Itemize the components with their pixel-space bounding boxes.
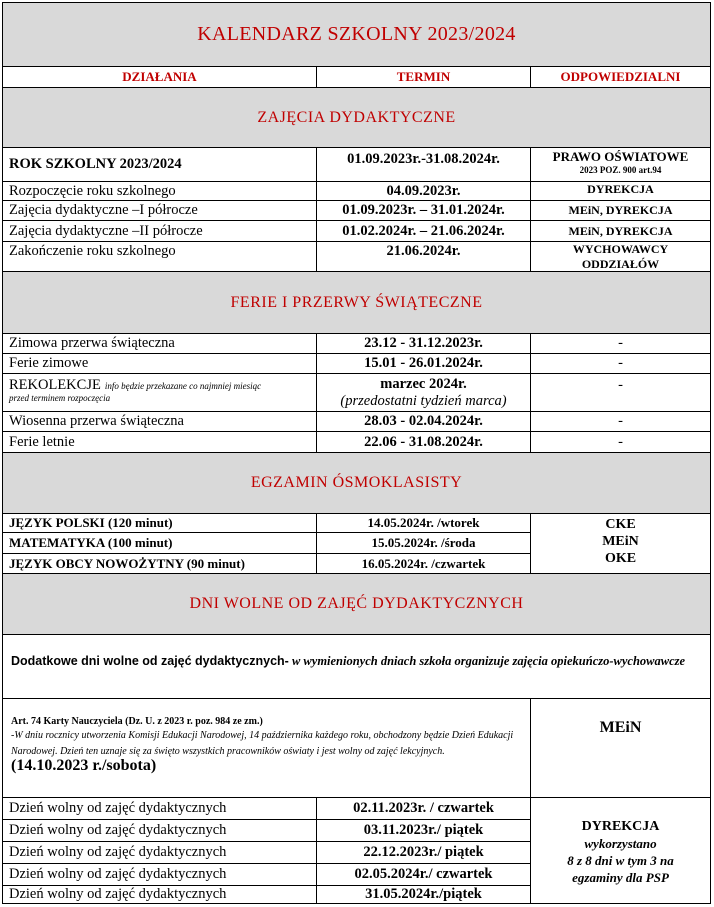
row-label: ROK SZKOLNY 2023/2024 bbox=[3, 148, 317, 182]
row-label: Dzień wolny od zajęć dydaktycznych bbox=[3, 798, 317, 820]
resp-main: PRAWO OŚWIATOWE bbox=[552, 149, 689, 164]
row-term: 22.12.2023r./ piątek bbox=[317, 842, 531, 864]
row-label-note2: przed terminem rozpoczęcia bbox=[9, 393, 111, 403]
row-label: Zajęcia dydaktyczne –I półrocze bbox=[3, 201, 317, 221]
art74-resp: MEiN bbox=[531, 699, 710, 798]
note-bold: Dodatkowe dni wolne od zajęć dydaktycznych- bbox=[11, 654, 289, 668]
row-label: Rozpoczęcie roku szkolnego bbox=[3, 182, 317, 201]
resp-line: wykorzystano bbox=[584, 836, 657, 851]
dni-wolne-note bbox=[3, 635, 710, 699]
row-term: 28.03 - 02.04.2024r. bbox=[317, 412, 531, 432]
row-label-rekolekcje bbox=[3, 374, 317, 412]
dni-wolne-resp bbox=[531, 798, 710, 903]
art74-text: -W dniu rocznicy utworzenia Komisji Edukacji Narodowej, 14 października każdego roku, obchodzony będzie Dzień Edukacji Narodowej. Dzień ten uznaje się za święto wszystkich pracowników oświaty i jest wolny od zajęć lekcyjnych. bbox=[11, 730, 514, 757]
resp-sub: ODDZIAŁÓW bbox=[581, 257, 660, 271]
row-label: Dzień wolny od zajęć dydaktycznych bbox=[3, 886, 317, 903]
row-resp: MEiN, DYREKCJA bbox=[531, 201, 710, 221]
row-term: 15.05.2024r. /środa bbox=[317, 533, 531, 554]
resp-oke: OKE bbox=[604, 551, 637, 566]
row-label: Ferie letnie bbox=[3, 432, 317, 453]
row-term: 03.11.2023r./ piątek bbox=[317, 820, 531, 842]
resp-mein: MEiN bbox=[602, 534, 639, 549]
resp-line: 8 z 8 dni w tym 3 na bbox=[567, 853, 674, 868]
row-label: Zakończenie roku szkolnego bbox=[3, 242, 317, 272]
page-title: KALENDARZ SZKOLNY 2023/2024 bbox=[3, 3, 710, 67]
row-resp: - bbox=[531, 374, 710, 412]
section-title-dni-wolne: DNI WOLNE OD ZAJĘĆ DYDAKTYCZNYCH bbox=[3, 574, 710, 635]
row-label: Zajęcia dydaktyczne –II półrocze bbox=[3, 221, 317, 242]
row-label: MATEMATYKA (100 minut) bbox=[3, 533, 317, 554]
row-label: Dzień wolny od zajęć dydaktycznych bbox=[3, 842, 317, 864]
resp-cke: CKE bbox=[605, 517, 636, 532]
row-resp: - bbox=[531, 334, 710, 354]
row-term: 02.05.2024r./ czwartek bbox=[317, 864, 531, 886]
row-resp: - bbox=[531, 412, 710, 432]
row-resp: - bbox=[531, 354, 710, 374]
row-term: 23.12 - 31.12.2023r. bbox=[317, 334, 531, 354]
row-label: REKOLEKCJE bbox=[9, 377, 101, 393]
section-title-ferie: FERIE I PRZERWY ŚWIĄTECZNE bbox=[3, 272, 710, 334]
egzamin-resp bbox=[531, 514, 710, 574]
row-resp bbox=[531, 148, 710, 182]
row-term: 31.05.2024r./piątek bbox=[317, 886, 531, 903]
row-term: 04.09.2023r. bbox=[317, 182, 531, 201]
row-term-rekolekcje bbox=[317, 374, 531, 412]
header-dzialania: DZIAŁANIA bbox=[3, 67, 317, 88]
row-term: 21.06.2024r. bbox=[317, 242, 531, 272]
row-resp: MEiN, DYREKCJA bbox=[531, 221, 710, 242]
row-label: Dzień wolny od zajęć dydaktycznych bbox=[3, 820, 317, 842]
row-label: Zimowa przerwa świąteczna bbox=[3, 334, 317, 354]
row-resp: - bbox=[531, 432, 710, 453]
art74-cell bbox=[3, 699, 531, 798]
section-title-zajecia: ZAJĘCIA DYDAKTYCZNE bbox=[3, 88, 710, 148]
row-term: 15.01 - 26.01.2024r. bbox=[317, 354, 531, 374]
header-termin: TERMIN bbox=[317, 67, 531, 88]
section-title-egzamin: EGZAMIN ÓSMOKLASISTY bbox=[3, 453, 710, 514]
row-label: JĘZYK OBCY NOWOŻYTNY (90 minut) bbox=[3, 554, 317, 574]
school-calendar-table bbox=[2, 2, 711, 904]
resp-sub: 2023 POZ. 900 art.94 bbox=[579, 165, 662, 175]
row-term: 01.09.2023r.-31.08.2024r. bbox=[317, 148, 531, 182]
row-resp bbox=[531, 242, 710, 272]
row-term: 22.06 - 31.08.2024r. bbox=[317, 432, 531, 453]
row-label: Dzień wolny od zajęć dydaktycznych bbox=[3, 864, 317, 886]
row-term: 02.11.2023r. / czwartek bbox=[317, 798, 531, 820]
row-label: JĘZYK POLSKI (120 minut) bbox=[3, 514, 317, 533]
resp-line: egzaminy dla PSP bbox=[572, 870, 669, 885]
row-resp: DYREKCJA bbox=[531, 182, 710, 201]
row-term: marzec 2024r. bbox=[380, 376, 467, 392]
resp-main: WYCHOWAWCY bbox=[572, 242, 669, 256]
row-label-note: info będzie przekazane co najmniej miesiąc bbox=[104, 381, 262, 391]
row-term: 01.02.2024r. – 21.06.2024r. bbox=[317, 221, 531, 242]
row-label: Ferie zimowe bbox=[3, 354, 317, 374]
art74-date: (14.10.2023 r./sobota) bbox=[11, 757, 157, 774]
row-term: 16.05.2024r. /czwartek bbox=[317, 554, 531, 574]
row-label: Wiosenna przerwa świąteczna bbox=[3, 412, 317, 432]
note-italic: w wymienionych dniach szkoła organizuje zajęcia opiekuńczo-wychowawcze bbox=[288, 654, 686, 668]
row-term-sub: (przedostatni tydzień marca) bbox=[340, 393, 507, 409]
row-term: 01.09.2023r. – 31.01.2024r. bbox=[317, 201, 531, 221]
art74-title: Art. 74 Karty Nauczyciela (Dz. U. z 2023 r. poz. 984 ze zm.) bbox=[11, 716, 263, 727]
header-odpowiedzialni: ODPOWIEDZIALNI bbox=[531, 67, 710, 88]
resp-dyrekcja: DYREKCJA bbox=[581, 819, 660, 834]
row-term: 14.05.2024r. /wtorek bbox=[317, 514, 531, 533]
